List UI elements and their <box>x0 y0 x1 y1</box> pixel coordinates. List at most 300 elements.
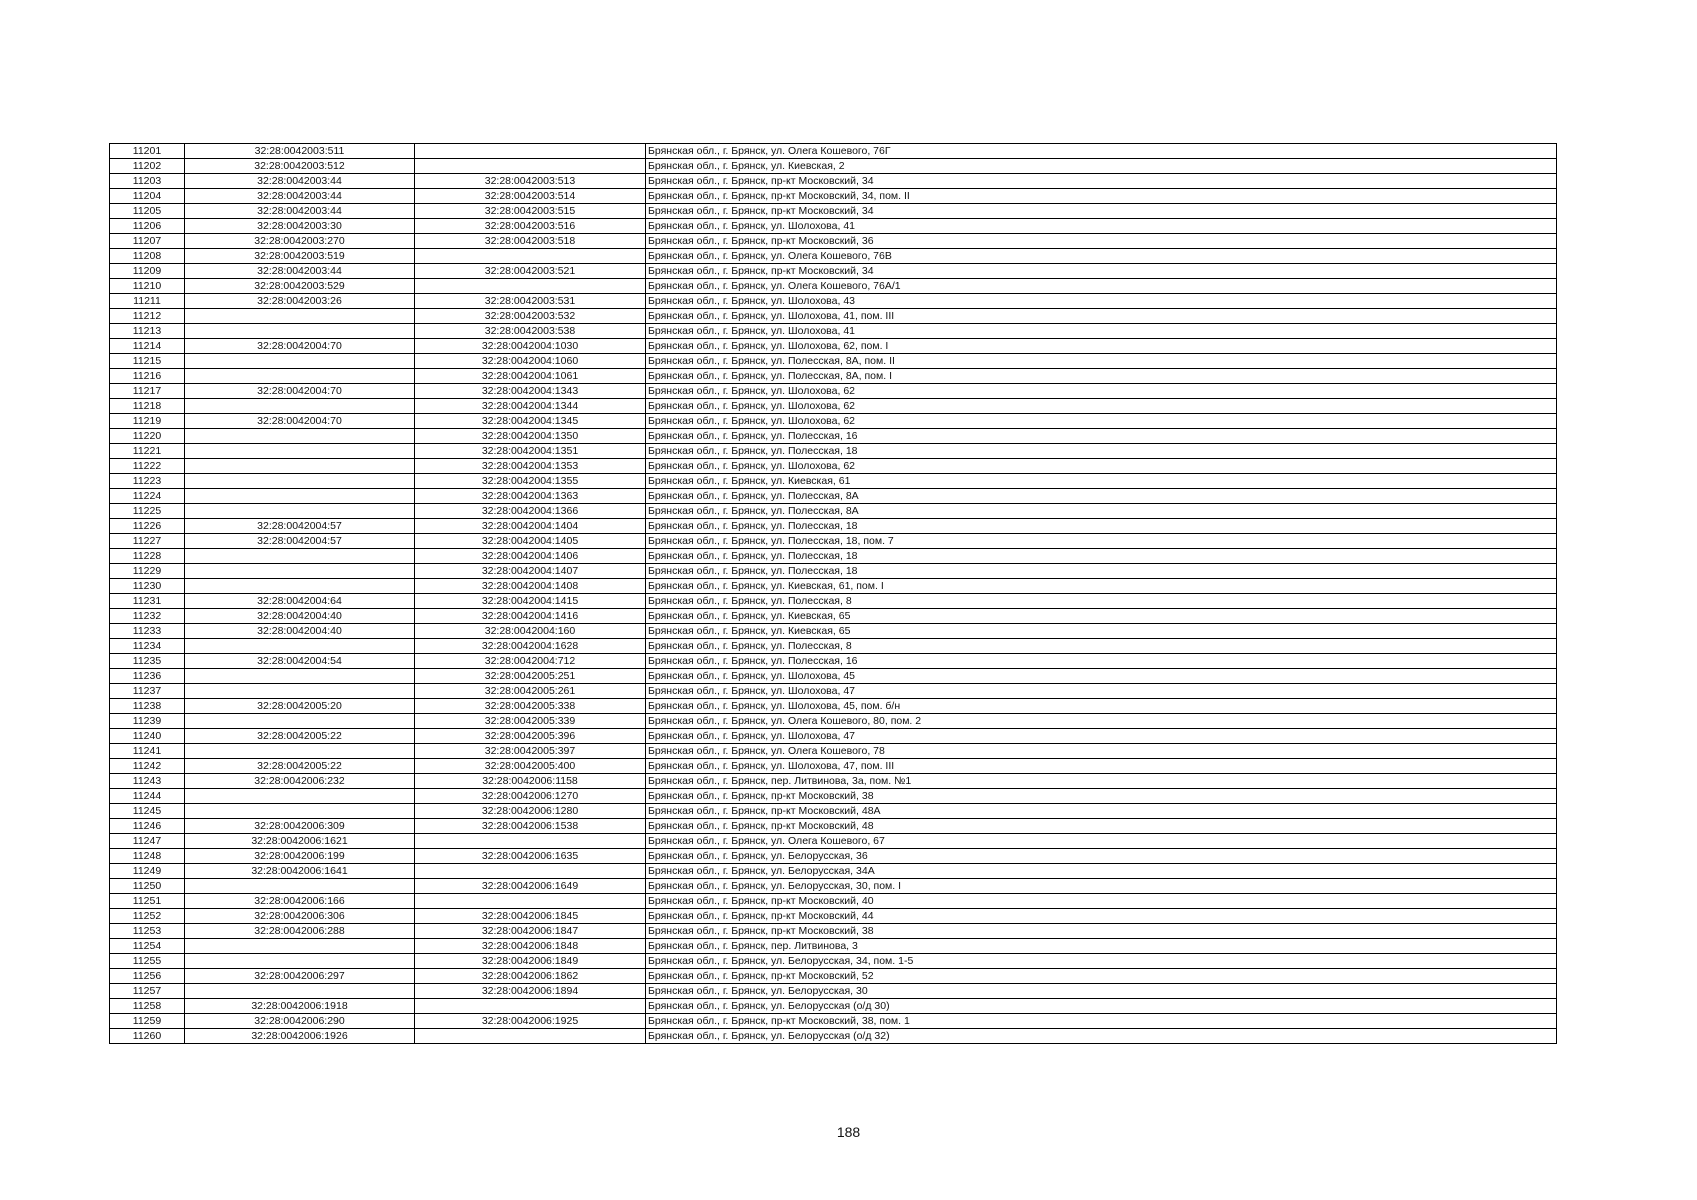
address-cell: Брянская обл., г. Брянск, ул. Шолохова, 47 <box>646 729 1557 744</box>
table-row <box>110 399 1557 414</box>
object-cadastral-number-cell: 32:28:0042003:518 <box>415 234 646 249</box>
row-number-cell: 11206 <box>110 219 185 234</box>
address-cell: Брянская обл., г. Брянск, ул. Шолохова, 62 <box>646 414 1557 429</box>
object-cadastral-number-cell: 32:28:0042004:1408 <box>415 579 646 594</box>
object-cadastral-number-cell <box>415 999 646 1014</box>
object-cadastral-number-cell: 32:28:0042004:1345 <box>415 414 646 429</box>
row-number-cell: 11221 <box>110 444 185 459</box>
address-cell: Брянская обл., г. Брянск, ул. Шолохова, 62 <box>646 459 1557 474</box>
object-cadastral-number-cell: 32:28:0042005:397 <box>415 744 646 759</box>
table-row <box>110 804 1557 819</box>
parcel-cadastral-number-cell: 32:28:0042006:1918 <box>185 999 415 1014</box>
row-number-cell: 11246 <box>110 819 185 834</box>
object-cadastral-number-cell: 32:28:0042004:1363 <box>415 489 646 504</box>
object-cadastral-number-cell: 32:28:0042006:1635 <box>415 849 646 864</box>
table-row <box>110 999 1557 1014</box>
row-number-cell: 11236 <box>110 669 185 684</box>
parcel-cadastral-number-cell: 32:28:0042006:1926 <box>185 1029 415 1044</box>
object-cadastral-number-cell: 32:28:0042006:1270 <box>415 789 646 804</box>
table-row <box>110 354 1557 369</box>
parcel-cadastral-number-cell <box>185 789 415 804</box>
object-cadastral-number-cell: 32:28:0042006:1862 <box>415 969 646 984</box>
table-row <box>110 654 1557 669</box>
parcel-cadastral-number-cell: 32:28:0042003:44 <box>185 189 415 204</box>
address-cell: Брянская обл., г. Брянск, пр-кт Московский, 52 <box>646 969 1557 984</box>
row-number-cell: 11242 <box>110 759 185 774</box>
parcel-cadastral-number-cell <box>185 429 415 444</box>
row-number-cell: 11226 <box>110 519 185 534</box>
parcel-cadastral-number-cell <box>185 354 415 369</box>
address-cell: Брянская обл., г. Брянск, ул. Олега Кошевого, 78 <box>646 744 1557 759</box>
table-row <box>110 714 1557 729</box>
parcel-cadastral-number-cell <box>185 579 415 594</box>
address-cell: Брянская обл., г. Брянск, ул. Шолохова, 62, пом. I <box>646 339 1557 354</box>
row-number-cell: 11248 <box>110 849 185 864</box>
parcel-cadastral-number-cell: 32:28:0042004:70 <box>185 339 415 354</box>
row-number-cell: 11238 <box>110 699 185 714</box>
table-row <box>110 834 1557 849</box>
row-number-cell: 11224 <box>110 489 185 504</box>
parcel-cadastral-number-cell: 32:28:0042003:44 <box>185 204 415 219</box>
row-number-cell: 11213 <box>110 324 185 339</box>
row-number-cell: 11253 <box>110 924 185 939</box>
table-row <box>110 909 1557 924</box>
address-cell: Брянская обл., г. Брянск, ул. Киевская, 2 <box>646 159 1557 174</box>
parcel-cadastral-number-cell <box>185 459 415 474</box>
table-row <box>110 939 1557 954</box>
row-number-cell: 11230 <box>110 579 185 594</box>
address-cell: Брянская обл., г. Брянск, ул. Полесская, 18, пом. 7 <box>646 534 1557 549</box>
object-cadastral-number-cell: 32:28:0042005:396 <box>415 729 646 744</box>
object-cadastral-number-cell: 32:28:0042006:1848 <box>415 939 646 954</box>
parcel-cadastral-number-cell: 32:28:0042003:26 <box>185 294 415 309</box>
row-number-cell: 11216 <box>110 369 185 384</box>
address-cell: Брянская обл., г. Брянск, пр-кт Московский, 44 <box>646 909 1557 924</box>
row-number-cell: 11260 <box>110 1029 185 1044</box>
object-cadastral-number-cell: 32:28:0042004:1404 <box>415 519 646 534</box>
row-number-cell: 11210 <box>110 279 185 294</box>
row-number-cell: 11257 <box>110 984 185 999</box>
table-row <box>110 819 1557 834</box>
address-cell: Брянская обл., г. Брянск, ул. Белорусская, 34, пом. 1-5 <box>646 954 1557 969</box>
address-cell: Брянская обл., г. Брянск, ул. Олега Кошевого, 80, пом. 2 <box>646 714 1557 729</box>
parcel-cadastral-number-cell: 32:28:0042005:22 <box>185 759 415 774</box>
address-cell: Брянская обл., г. Брянск, ул. Полесская, 8А <box>646 489 1557 504</box>
table-row <box>110 249 1557 264</box>
parcel-cadastral-number-cell: 32:28:0042006:306 <box>185 909 415 924</box>
parcel-cadastral-number-cell: 32:28:0042003:511 <box>185 144 415 159</box>
row-number-cell: 11209 <box>110 264 185 279</box>
table-row <box>110 609 1557 624</box>
object-cadastral-number-cell: 32:28:0042004:1343 <box>415 384 646 399</box>
object-cadastral-number-cell: 32:28:0042004:1350 <box>415 429 646 444</box>
object-cadastral-number-cell: 32:28:0042003:531 <box>415 294 646 309</box>
address-cell: Брянская обл., г. Брянск, пер. Литвинова, 3 <box>646 939 1557 954</box>
table-row <box>110 594 1557 609</box>
table-row <box>110 744 1557 759</box>
parcel-cadastral-number-cell: 32:28:0042006:199 <box>185 849 415 864</box>
row-number-cell: 11245 <box>110 804 185 819</box>
parcel-cadastral-number-cell: 32:28:0042004:64 <box>185 594 415 609</box>
parcel-cadastral-number-cell <box>185 444 415 459</box>
row-number-cell: 11252 <box>110 909 185 924</box>
row-number-cell: 11241 <box>110 744 185 759</box>
parcel-cadastral-number-cell: 32:28:0042003:512 <box>185 159 415 174</box>
parcel-cadastral-number-cell: 32:28:0042004:57 <box>185 519 415 534</box>
object-cadastral-number-cell: 32:28:0042003:532 <box>415 309 646 324</box>
table-row <box>110 954 1557 969</box>
page-number: 188 <box>836 1124 861 1140</box>
table-row <box>110 414 1557 429</box>
object-cadastral-number-cell: 32:28:0042004:1061 <box>415 369 646 384</box>
table-row <box>110 294 1557 309</box>
parcel-cadastral-number-cell <box>185 669 415 684</box>
table-row <box>110 144 1557 159</box>
object-cadastral-number-cell: 32:28:0042006:1158 <box>415 774 646 789</box>
address-cell: Брянская обл., г. Брянск, пер. Литвинова, 3а, пом. №1 <box>646 774 1557 789</box>
object-cadastral-number-cell: 32:28:0042004:1407 <box>415 564 646 579</box>
address-cell: Брянская обл., г. Брянск, ул. Шолохова, 41 <box>646 219 1557 234</box>
address-cell: Брянская обл., г. Брянск, ул. Киевская, 65 <box>646 624 1557 639</box>
row-number-cell: 11256 <box>110 969 185 984</box>
object-cadastral-number-cell <box>415 249 646 264</box>
row-number-cell: 11211 <box>110 294 185 309</box>
address-cell: Брянская обл., г. Брянск, ул. Олега Кошевого, 76Г <box>646 144 1557 159</box>
parcel-cadastral-number-cell <box>185 879 415 894</box>
object-cadastral-number-cell: 32:28:0042004:1355 <box>415 474 646 489</box>
table-row <box>110 234 1557 249</box>
row-number-cell: 11214 <box>110 339 185 354</box>
address-cell: Брянская обл., г. Брянск, ул. Белорусская, 30 <box>646 984 1557 999</box>
address-cell: Брянская обл., г. Брянск, ул. Полесская, 18 <box>646 549 1557 564</box>
address-cell: Брянская обл., г. Брянск, ул. Шолохова, 43 <box>646 294 1557 309</box>
address-cell: Брянская обл., г. Брянск, ул. Полесская, 18 <box>646 444 1557 459</box>
parcel-cadastral-number-cell: 32:28:0042003:44 <box>185 174 415 189</box>
parcel-cadastral-number-cell: 32:28:0042006:290 <box>185 1014 415 1029</box>
parcel-cadastral-number-cell: 32:28:0042003:529 <box>185 279 415 294</box>
address-cell: Брянская обл., г. Брянск, пр-кт Московский, 34 <box>646 174 1557 189</box>
table-row <box>110 894 1557 909</box>
object-cadastral-number-cell <box>415 834 646 849</box>
table-row <box>110 369 1557 384</box>
address-cell: Брянская обл., г. Брянск, ул. Белорусская, 34А <box>646 864 1557 879</box>
parcel-cadastral-number-cell: 32:28:0042005:20 <box>185 699 415 714</box>
object-cadastral-number-cell: 32:28:0042004:1351 <box>415 444 646 459</box>
address-cell: Брянская обл., г. Брянск, ул. Киевская, 61, пом. I <box>646 579 1557 594</box>
address-cell: Брянская обл., г. Брянск, ул. Полесская, 8 <box>646 639 1557 654</box>
address-cell: Брянская обл., г. Брянск, пр-кт Московский, 38, пом. 1 <box>646 1014 1557 1029</box>
address-cell: Брянская обл., г. Брянск, пр-кт Московский, 48 <box>646 819 1557 834</box>
address-cell: Брянская обл., г. Брянск, ул. Полесская, 8А, пом. II <box>646 354 1557 369</box>
row-number-cell: 11203 <box>110 174 185 189</box>
address-cell: Брянская обл., г. Брянск, пр-кт Московский, 48А <box>646 804 1557 819</box>
parcel-cadastral-number-cell: 32:28:0042006:1641 <box>185 864 415 879</box>
object-cadastral-number-cell: 32:28:0042006:1538 <box>415 819 646 834</box>
table-row <box>110 789 1557 804</box>
table-row <box>110 429 1557 444</box>
object-cadastral-number-cell <box>415 1029 646 1044</box>
parcel-cadastral-number-cell <box>185 489 415 504</box>
parcel-cadastral-number-cell <box>185 324 415 339</box>
row-number-cell: 11231 <box>110 594 185 609</box>
object-cadastral-number-cell <box>415 144 646 159</box>
object-cadastral-number-cell: 32:28:0042004:712 <box>415 654 646 669</box>
row-number-cell: 11240 <box>110 729 185 744</box>
table-row <box>110 309 1557 324</box>
address-cell: Брянская обл., г. Брянск, ул. Белорусская, 30, пом. I <box>646 879 1557 894</box>
table-row <box>110 219 1557 234</box>
address-cell: Брянская обл., г. Брянск, ул. Белорусская, 36 <box>646 849 1557 864</box>
object-cadastral-number-cell: 32:28:0042006:1925 <box>415 1014 646 1029</box>
parcel-cadastral-number-cell <box>185 984 415 999</box>
address-cell: Брянская обл., г. Брянск, ул. Полесская, 18 <box>646 564 1557 579</box>
parcel-cadastral-number-cell: 32:28:0042004:57 <box>185 534 415 549</box>
parcel-cadastral-number-cell <box>185 474 415 489</box>
table-row <box>110 444 1557 459</box>
object-cadastral-number-cell: 32:28:0042004:160 <box>415 624 646 639</box>
object-cadastral-number-cell: 32:28:0042006:1280 <box>415 804 646 819</box>
parcel-cadastral-number-cell <box>185 714 415 729</box>
object-cadastral-number-cell: 32:28:0042005:339 <box>415 714 646 729</box>
parcel-cadastral-number-cell: 32:28:0042006:232 <box>185 774 415 789</box>
table-row <box>110 759 1557 774</box>
address-cell: Брянская обл., г. Брянск, ул. Полесская, 18 <box>646 519 1557 534</box>
address-cell: Брянская обл., г. Брянск, ул. Шолохова, 47 <box>646 684 1557 699</box>
object-cadastral-number-cell: 32:28:0042004:1030 <box>415 339 646 354</box>
table-row <box>110 264 1557 279</box>
table-row <box>110 879 1557 894</box>
object-cadastral-number-cell: 32:28:0042005:338 <box>415 699 646 714</box>
table-row <box>110 624 1557 639</box>
object-cadastral-number-cell: 32:28:0042004:1415 <box>415 594 646 609</box>
address-cell: Брянская обл., г. Брянск, пр-кт Московский, 38 <box>646 789 1557 804</box>
parcel-cadastral-number-cell: 32:28:0042005:22 <box>185 729 415 744</box>
table-row <box>110 1029 1557 1044</box>
registry-table-body <box>110 144 1557 1044</box>
row-number-cell: 11232 <box>110 609 185 624</box>
address-cell: Брянская обл., г. Брянск, ул. Олега Кошевого, 67 <box>646 834 1557 849</box>
object-cadastral-number-cell: 32:28:0042006:1849 <box>415 954 646 969</box>
table-row <box>110 474 1557 489</box>
table-row <box>110 279 1557 294</box>
object-cadastral-number-cell: 32:28:0042003:515 <box>415 204 646 219</box>
object-cadastral-number-cell: 32:28:0042006:1845 <box>415 909 646 924</box>
row-number-cell: 11223 <box>110 474 185 489</box>
object-cadastral-number-cell: 32:28:0042004:1060 <box>415 354 646 369</box>
parcel-cadastral-number-cell: 32:28:0042004:70 <box>185 414 415 429</box>
address-cell: Брянская обл., г. Брянск, ул. Шолохова, 45 <box>646 669 1557 684</box>
parcel-cadastral-number-cell: 32:28:0042004:40 <box>185 624 415 639</box>
object-cadastral-number-cell: 32:28:0042006:1847 <box>415 924 646 939</box>
address-cell: Брянская обл., г. Брянск, ул. Полесская, 8А <box>646 504 1557 519</box>
object-cadastral-number-cell: 32:28:0042003:513 <box>415 174 646 189</box>
address-cell: Брянская обл., г. Брянск, ул. Шолохова, 62 <box>646 399 1557 414</box>
row-number-cell: 11244 <box>110 789 185 804</box>
object-cadastral-number-cell: 32:28:0042005:251 <box>415 669 646 684</box>
parcel-cadastral-number-cell <box>185 369 415 384</box>
address-cell: Брянская обл., г. Брянск, ул. Шолохова, 62 <box>646 384 1557 399</box>
table-row <box>110 504 1557 519</box>
parcel-cadastral-number-cell <box>185 309 415 324</box>
table-row <box>110 534 1557 549</box>
object-cadastral-number-cell: 32:28:0042004:1366 <box>415 504 646 519</box>
table-row <box>110 639 1557 654</box>
row-number-cell: 11205 <box>110 204 185 219</box>
address-cell: Брянская обл., г. Брянск, пр-кт Московский, 38 <box>646 924 1557 939</box>
parcel-cadastral-number-cell: 32:28:0042004:70 <box>185 384 415 399</box>
object-cadastral-number-cell: 32:28:0042004:1406 <box>415 549 646 564</box>
object-cadastral-number-cell: 32:28:0042006:1649 <box>415 879 646 894</box>
table-row <box>110 339 1557 354</box>
row-number-cell: 11201 <box>110 144 185 159</box>
table-row <box>110 489 1557 504</box>
address-cell: Брянская обл., г. Брянск, пр-кт Московский, 34 <box>646 264 1557 279</box>
table-row <box>110 324 1557 339</box>
table-row <box>110 189 1557 204</box>
table-row <box>110 174 1557 189</box>
parcel-cadastral-number-cell <box>185 504 415 519</box>
object-cadastral-number-cell <box>415 159 646 174</box>
object-cadastral-number-cell: 32:28:0042005:261 <box>415 684 646 699</box>
parcel-cadastral-number-cell: 32:28:0042006:166 <box>185 894 415 909</box>
address-cell: Брянская обл., г. Брянск, ул. Белорусская (о/д 30) <box>646 999 1557 1014</box>
address-cell: Брянская обл., г. Брянск, ул. Шолохова, 41, пом. III <box>646 309 1557 324</box>
parcel-cadastral-number-cell: 32:28:0042003:44 <box>185 264 415 279</box>
row-number-cell: 11218 <box>110 399 185 414</box>
registry-table <box>109 143 1557 1044</box>
parcel-cadastral-number-cell <box>185 549 415 564</box>
address-cell: Брянская обл., г. Брянск, пр-кт Московский, 40 <box>646 894 1557 909</box>
row-number-cell: 11249 <box>110 864 185 879</box>
row-number-cell: 11251 <box>110 894 185 909</box>
row-number-cell: 11217 <box>110 384 185 399</box>
row-number-cell: 11233 <box>110 624 185 639</box>
address-cell: Брянская обл., г. Брянск, ул. Белорусская (о/д 32) <box>646 1029 1557 1044</box>
table-row <box>110 864 1557 879</box>
address-cell: Брянская обл., г. Брянск, ул. Олега Кошевого, 76А/1 <box>646 279 1557 294</box>
row-number-cell: 11219 <box>110 414 185 429</box>
address-cell: Брянская обл., г. Брянск, ул. Шолохова, 47, пом. III <box>646 759 1557 774</box>
row-number-cell: 11212 <box>110 309 185 324</box>
table-row <box>110 984 1557 999</box>
address-cell: Брянская обл., г. Брянск, пр-кт Московский, 34 <box>646 204 1557 219</box>
parcel-cadastral-number-cell <box>185 939 415 954</box>
row-number-cell: 11220 <box>110 429 185 444</box>
table-row <box>110 579 1557 594</box>
address-cell: Брянская обл., г. Брянск, ул. Шолохова, 41 <box>646 324 1557 339</box>
object-cadastral-number-cell: 32:28:0042004:1628 <box>415 639 646 654</box>
object-cadastral-number-cell: 32:28:0042004:1416 <box>415 609 646 624</box>
object-cadastral-number-cell: 32:28:0042004:1353 <box>415 459 646 474</box>
address-cell: Брянская обл., г. Брянск, ул. Киевская, 65 <box>646 609 1557 624</box>
table-row <box>110 849 1557 864</box>
table-row <box>110 384 1557 399</box>
address-cell: Брянская обл., г. Брянск, пр-кт Московский, 34, пом. II <box>646 189 1557 204</box>
table-row <box>110 699 1557 714</box>
row-number-cell: 11227 <box>110 534 185 549</box>
row-number-cell: 11222 <box>110 459 185 474</box>
row-number-cell: 11215 <box>110 354 185 369</box>
row-number-cell: 11255 <box>110 954 185 969</box>
row-number-cell: 11239 <box>110 714 185 729</box>
table-row <box>110 969 1557 984</box>
row-number-cell: 11229 <box>110 564 185 579</box>
table-row <box>110 774 1557 789</box>
table-row <box>110 729 1557 744</box>
table-row <box>110 684 1557 699</box>
table-row <box>110 549 1557 564</box>
table-row <box>110 1014 1557 1029</box>
row-number-cell: 11228 <box>110 549 185 564</box>
parcel-cadastral-number-cell <box>185 744 415 759</box>
address-cell: Брянская обл., г. Брянск, ул. Шолохова, 45, пом. б/н <box>646 699 1557 714</box>
parcel-cadastral-number-cell <box>185 954 415 969</box>
parcel-cadastral-number-cell: 32:28:0042003:270 <box>185 234 415 249</box>
row-number-cell: 11235 <box>110 654 185 669</box>
row-number-cell: 11204 <box>110 189 185 204</box>
object-cadastral-number-cell <box>415 279 646 294</box>
table-row <box>110 564 1557 579</box>
object-cadastral-number-cell: 32:28:0042005:400 <box>415 759 646 774</box>
parcel-cadastral-number-cell <box>185 564 415 579</box>
address-cell: Брянская обл., г. Брянск, ул. Полесская, 8 <box>646 594 1557 609</box>
address-cell: Брянская обл., г. Брянск, ул. Киевская, 61 <box>646 474 1557 489</box>
row-number-cell: 11258 <box>110 999 185 1014</box>
row-number-cell: 11259 <box>110 1014 185 1029</box>
object-cadastral-number-cell <box>415 894 646 909</box>
row-number-cell: 11247 <box>110 834 185 849</box>
parcel-cadastral-number-cell: 32:28:0042004:54 <box>185 654 415 669</box>
table-row <box>110 669 1557 684</box>
parcel-cadastral-number-cell: 32:28:0042006:309 <box>185 819 415 834</box>
parcel-cadastral-number-cell <box>185 804 415 819</box>
object-cadastral-number-cell: 32:28:0042003:514 <box>415 189 646 204</box>
parcel-cadastral-number-cell: 32:28:0042006:288 <box>185 924 415 939</box>
row-number-cell: 11202 <box>110 159 185 174</box>
parcel-cadastral-number-cell: 32:28:0042003:519 <box>185 249 415 264</box>
row-number-cell: 11225 <box>110 504 185 519</box>
row-number-cell: 11254 <box>110 939 185 954</box>
row-number-cell: 11208 <box>110 249 185 264</box>
address-cell: Брянская обл., г. Брянск, ул. Полесская, 8А, пом. I <box>646 369 1557 384</box>
object-cadastral-number-cell: 32:28:0042003:521 <box>415 264 646 279</box>
table-row <box>110 204 1557 219</box>
object-cadastral-number-cell: 32:28:0042003:538 <box>415 324 646 339</box>
parcel-cadastral-number-cell <box>185 639 415 654</box>
table-row <box>110 459 1557 474</box>
table-row <box>110 519 1557 534</box>
object-cadastral-number-cell: 32:28:0042003:516 <box>415 219 646 234</box>
object-cadastral-number-cell: 32:28:0042004:1405 <box>415 534 646 549</box>
object-cadastral-number-cell: 32:28:0042006:1894 <box>415 984 646 999</box>
address-cell: Брянская обл., г. Брянск, ул. Полесская, 16 <box>646 654 1557 669</box>
address-cell: Брянская обл., г. Брянск, пр-кт Московский, 36 <box>646 234 1557 249</box>
row-number-cell: 11234 <box>110 639 185 654</box>
row-number-cell: 11243 <box>110 774 185 789</box>
row-number-cell: 11237 <box>110 684 185 699</box>
address-cell: Брянская обл., г. Брянск, ул. Полесская, 16 <box>646 429 1557 444</box>
parcel-cadastral-number-cell <box>185 684 415 699</box>
table-row <box>110 924 1557 939</box>
address-cell: Брянская обл., г. Брянск, ул. Олега Кошевого, 76В <box>646 249 1557 264</box>
object-cadastral-number-cell: 32:28:0042004:1344 <box>415 399 646 414</box>
parcel-cadastral-number-cell: 32:28:0042006:297 <box>185 969 415 984</box>
table-row <box>110 159 1557 174</box>
row-number-cell: 11207 <box>110 234 185 249</box>
row-number-cell: 11250 <box>110 879 185 894</box>
parcel-cadastral-number-cell: 32:28:0042003:30 <box>185 219 415 234</box>
object-cadastral-number-cell <box>415 864 646 879</box>
